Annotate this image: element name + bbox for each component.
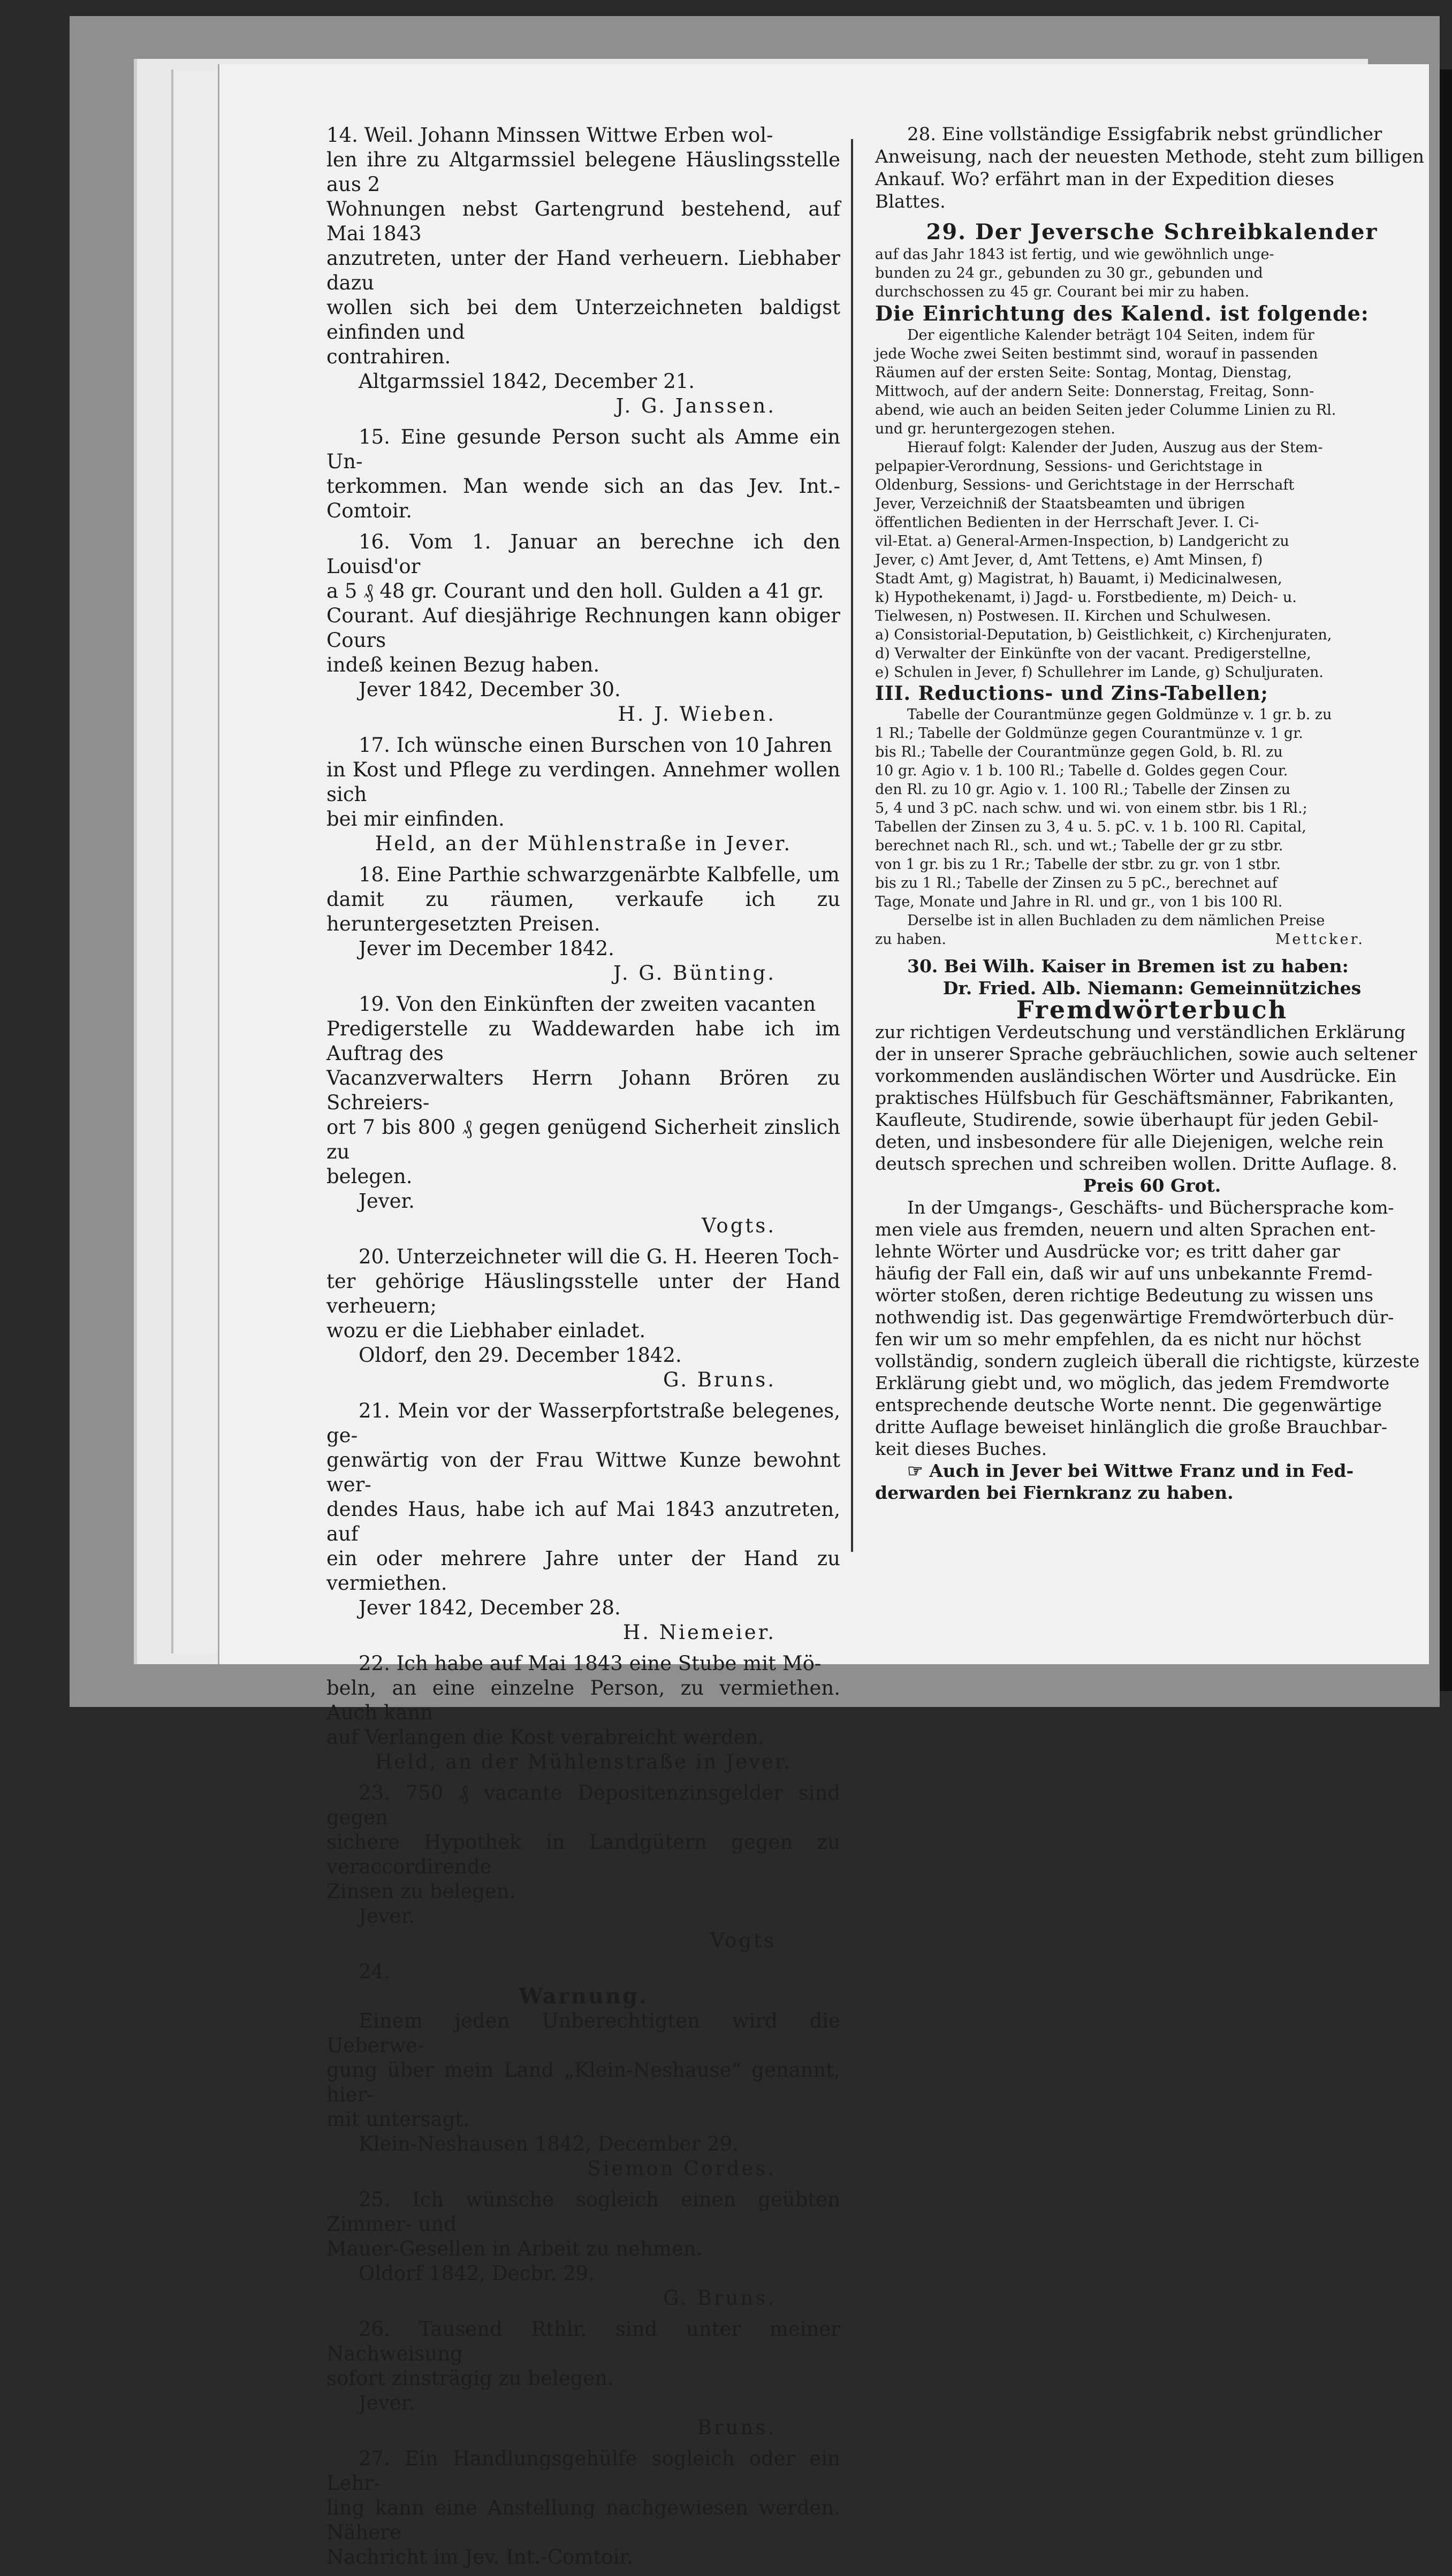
ad-line: pelpapier-Verordnung, Sessions- und Gerichtstage in — [875, 458, 1263, 475]
ad-signature: H. J. Wieben. — [618, 703, 776, 726]
ad-heading: Warnung. — [519, 1984, 648, 2009]
ad-line: bei mir einfinden. — [326, 807, 505, 830]
ad-signature: J. G. Janssen. — [615, 394, 776, 417]
ad-number: 24. — [359, 1960, 390, 1983]
ad-line: 16. Vom 1. Januar an berechne ich den Louisd'or — [326, 530, 840, 578]
newspaper-page — [219, 64, 1429, 2569]
ad-line: damit zu räumen, verkaufe ich zu heruntergesetzten Preisen. — [326, 888, 840, 935]
ad-23 — [326, 1781, 840, 1953]
ad-line: durchschossen zu 45 gr. Courant bei mir zu haben. — [875, 284, 1250, 300]
ad-line: vollständig, sondern zugleich überall die richtigste, kürzeste — [875, 1351, 1420, 1371]
ad-line: keit dieses Buches. — [875, 1438, 1047, 1459]
ad-line: 18. Eine Parthie schwarzgenärbte Kalbfelle, um — [359, 863, 840, 886]
ad-line: len ihre zu Altgarmssiel belegene Häuslingsstelle aus 2 — [326, 148, 840, 196]
ad-line: von 1 gr. bis zu 1 Rr.; Tabelle der stbr. zu gr. von 1 stbr. — [875, 856, 1281, 873]
ad-line: ling kann eine Anstellung nachgewiesen werden. Nähere — [326, 2496, 840, 2544]
ad-19 — [326, 992, 840, 1238]
ad-line: Predigerstelle zu Waddewarden habe ich im Auftrag des — [326, 1017, 840, 1065]
ad-line: 19. Von den Einkünften der zweiten vacanten — [359, 993, 816, 1016]
ad-line: Oldenburg, Sessions- und Gerichtstage in der Herrschaft — [875, 477, 1295, 493]
ad-line: bis zu 1 Rl.; Tabelle der Zinsen zu 5 pC., berechnet auf — [875, 875, 1278, 891]
ad-line: Blattes. — [875, 191, 946, 212]
ad-line: 10 gr. Agio v. 1 b. 100 Rl.; Tabelle d. Goldes gegen Cour. — [875, 763, 1288, 779]
ad-29 — [875, 219, 1429, 949]
right-column — [875, 123, 1429, 1510]
ad-signature: G. Bruns. — [663, 1368, 776, 1391]
ad-line: Derselbe ist in allen Buchladen zu dem nämlichen Preise — [907, 912, 1325, 929]
ad-line: fen wir um so mehr empfehlen, da es nicht nur höchst — [875, 1329, 1361, 1350]
ad-line: e) Schulen in Jever, f) Schullehrer im Lande, g) Schuljuraten. — [875, 664, 1324, 681]
ad-line: d) Verwalter der Einkünfte von der vacant. Predigerstellne, — [875, 645, 1311, 662]
ad-line: sofort zinsträgig zu belegen. — [326, 2367, 614, 2390]
ad-20 — [326, 1245, 840, 1392]
ad-line: beln, an eine einzelne Person, zu vermiethen. Auch kann — [326, 1676, 840, 1724]
ad-25 — [326, 2188, 840, 2311]
ad-line: Ankauf. Wo? erfährt man in der Expedition dieses — [875, 169, 1334, 190]
ad-line: 17. Ich wünsche einen Burschen von 10 Jahren — [359, 734, 832, 757]
ad-line: 23. 750 ₰ vacante Depositenzinsgelder sind gegen — [326, 1781, 840, 1829]
ad-line: Räumen auf der ersten Seite: Sontag, Montag, Dienstag, — [875, 364, 1292, 381]
ad-line: Erklärung giebt und, wo möglich, das jedem Fremdworte — [875, 1373, 1390, 1393]
ad-line: Tabelle der Courantmünze gegen Goldmünze v. 1 gr. b. zu — [907, 706, 1332, 723]
ad-line: Jever, Verzeichniß der Staatsbeamten und übrigen — [875, 496, 1245, 512]
ad-line: Der eigentliche Kalender beträgt 104 Seiten, indem für — [907, 327, 1314, 344]
page-edge-shadow — [1440, 70, 1452, 1691]
ad-signature: Bruns. — [697, 2416, 776, 2439]
ad-line: der in unserer Sprache gebräuchlichen, sowie auch seltener — [875, 1043, 1417, 1064]
ad-line: deutsch sprechen und schreiben wollen. Dritte Auflage. 8. — [875, 1153, 1397, 1174]
ad-place-date: Jever 1842, December 28. — [359, 1596, 621, 1619]
ad-line: nothwendig ist. Das gegenwärtige Fremdwörterbuch dür- — [875, 1307, 1394, 1328]
ad-line: anzutreten, unter der Hand verheuern. Liebhaber dazu — [326, 247, 840, 294]
ad-line: k) Hypothekenamt, i) Jagd- u. Forstbediente, m) Deich- u. — [875, 589, 1297, 606]
ad-line: Mittwoch, auf der andern Seite: Donnerstag, Freitag, Sonn- — [875, 383, 1314, 400]
book-title: Fremdwörterbuch — [1016, 995, 1288, 1024]
ad-line: entsprechende deutsche Worte nennt. Die gegenwärtige — [875, 1394, 1382, 1415]
ad-16 — [326, 530, 840, 727]
ad-place-date: Altgarmssiel 1842, December 21. — [359, 370, 695, 393]
ad-line: contrahiren. — [326, 345, 451, 368]
ad-line: auf Verlangen die Kost verabreicht werden. — [326, 1726, 765, 1749]
ad-14 — [326, 123, 840, 418]
ad-footer: derwarden bei Fiernkranz zu haben. — [875, 1482, 1234, 1503]
column-divider — [851, 139, 853, 1552]
ad-signature: G. Bruns. — [663, 2287, 776, 2310]
ad-place-date: Oldorf 1842, Decbr. 29. — [359, 2262, 595, 2285]
ad-place-date: Oldorf, den 29. December 1842. — [359, 1344, 682, 1367]
ad-line: terkommen. Man wende sich an das Jev. Int.-Comtoir. — [326, 475, 840, 522]
ad-line: wörter stoßen, deren richtige Bedeutung zu wissen uns — [875, 1285, 1374, 1306]
ad-line: abend, wie auch an beiden Seiten jeder Columme Linien zu Rl. — [875, 402, 1336, 418]
ad-line: mit untersagt. — [326, 2108, 470, 2131]
ad-line: 15. Eine gesunde Person sucht als Amme ein Un- — [326, 425, 840, 473]
ad-line: jede Woche zwei Seiten bestimmt sind, worauf in passenden — [875, 346, 1318, 362]
ad-line: dendes Haus, habe ich auf Mai 1843 anzutreten, auf — [326, 1498, 840, 1545]
ad-line: 30. Bei Wilh. Kaiser in Bremen ist zu haben: — [907, 956, 1349, 977]
ad-line: Jever, c) Amt Jever, d, Amt Tettens, e) Amt Minsen, f) — [875, 552, 1263, 568]
ad-line: 26. Tausend Rthlr. sind unter meiner Nachweisung — [326, 2318, 840, 2365]
ad-line: vil-Etat. a) General-Armen-Inspection, b) Landgericht zu — [875, 533, 1289, 550]
ad-line: Courant. Auf diesjährige Rechnungen kann obiger Cours — [326, 604, 840, 652]
ad-28 — [875, 123, 1429, 213]
ad-line: 22. Ich habe auf Mai 1843 eine Stube mit Mö- — [359, 1652, 822, 1675]
ad-signature: Vogts. — [702, 1214, 776, 1237]
ad-line: belegen. — [326, 1165, 413, 1188]
ad-line: bis Rl.; Tabelle der Courantmünze gegen Gold, b. Rl. zu — [875, 744, 1283, 760]
ad-line: ein oder mehrere Jahre unter der Hand zu vermiethen. — [326, 1547, 840, 1595]
ad-line: Tielwesen, n) Postwesen. II. Kirchen und Schulwesen. — [875, 608, 1271, 624]
ad-line: a 5 ₰ 48 gr. Courant und den holl. Gulden a 41 gr. — [326, 580, 824, 603]
ad-line: 1 Rl.; Tabelle der Goldmünze gegen Courantmünze v. 1 gr. — [875, 725, 1303, 742]
ad-line: 5, 4 und 3 pC. nach schw. und wi. von einem stbr. bis 1 Rl.; — [875, 800, 1307, 817]
ad-line: dritte Auflage beweiset hinlänglich die große Brauchbar- — [875, 1416, 1388, 1437]
ad-line: indeß keinen Bezug haben. — [326, 653, 600, 676]
ad-signature: Siemon Cordes. — [587, 2157, 776, 2180]
ad-line: lehnte Wörter und Ausdrücke vor; es tritt daher gar — [875, 1241, 1340, 1262]
ad-place-date: Jever im December 1842. — [359, 937, 614, 960]
ad-30 — [875, 955, 1429, 1504]
ad-place-date: Jever 1842, December 30. — [359, 678, 621, 701]
ad-line: Mauer-Gesellen in Arbeit zu nehmen. — [326, 2237, 703, 2260]
ad-line: genwärtig von der Frau Wittwe Kunze bewohnt wer- — [326, 1449, 840, 1496]
ad-line: Vacanzverwalters Herrn Johann Brören zu Schreiers- — [326, 1066, 840, 1114]
ad-line: men viele aus fremden, neuern und alten Sprachen ent- — [875, 1219, 1376, 1240]
ad-line: sichere Hypothek in Landgütern gegen zu veraccordirende — [326, 1831, 840, 1878]
ad-line: praktisches Hülfsbuch für Geschäftsmänner, Fabrikanten, — [875, 1087, 1395, 1108]
ad-line: in Kost und Pflege zu verdingen. Annehmer wollen sich — [326, 758, 840, 806]
ad-line: den Rl. zu 10 gr. Agio v. 1. 100 Rl.; Tabelle der Zinsen zu — [875, 781, 1291, 798]
ad-signature: Held, an der Mühlenstraße in Jever. — [375, 1750, 792, 1773]
ad-line: Kaufleute, Studirende, sowie überhaupt für jeden Gebil- — [875, 1109, 1379, 1130]
ad-line: ter gehörige Häuslingsstelle unter der Hand verheuern; — [326, 1270, 840, 1317]
ad-line: häufig der Fall ein, daß wir auf uns unbekannte Fremd- — [875, 1263, 1373, 1284]
ad-signature: H. Niemeier. — [623, 1621, 776, 1644]
ad-15 — [326, 425, 840, 523]
ad-subheading: III. Reductions- und Zins-Tabellen; — [875, 682, 1268, 705]
ad-line: 20. Unterzeichneter will die G. H. Heeren Toch- — [359, 1245, 839, 1268]
ad-line: berechnet nach Rl., sch. und wt.; Tabelle der gr zu stbr. — [875, 837, 1283, 854]
ad-line: Tage, Monate und Jahre in Rl. und gr., von 1 bis 100 Rl. — [875, 894, 1283, 910]
ad-line: In der Umgangs-, Geschäfts- und Büchersprache kom- — [907, 1197, 1394, 1218]
ad-footer: ☞ Auch in Jever bei Wittwe Franz und in Fed- — [907, 1460, 1354, 1481]
ad-line: 25. Ich wünsche sogleich einen geübten Zimmer- und — [326, 2188, 840, 2236]
ad-26 — [326, 2317, 840, 2440]
ad-signature: J. G. Bünting. — [613, 962, 776, 985]
ad-signature: Held, an der Mühlenstraße in Jever. — [375, 832, 792, 855]
ad-line: bunden zu 24 gr., gebunden zu 30 gr., gebunden und — [875, 265, 1263, 281]
ad-line: wozu er die Liebhaber einladet. — [326, 1319, 646, 1342]
ad-place-date: Jever. — [359, 1904, 415, 1927]
ad-line: zu haben. — [875, 931, 946, 948]
ad-line: Nachricht im Jev. Int.-Comtoir. — [326, 2545, 633, 2569]
ad-line: 14. Weil. Johann Minssen Wittwe Erben wol- — [326, 124, 773, 147]
ad-line: a) Consistorial-Deputation, b) Geistlichkeit, c) Kirchenjuraten, — [875, 627, 1332, 643]
ad-signature: Mettcker. — [1275, 931, 1365, 948]
ad-subheading: Die Einrichtung des Kalend. ist folgende: — [875, 301, 1369, 325]
ad-line: Wohnungen nebst Gartengrund bestehend, auf Mai 1843 — [326, 197, 840, 245]
ad-line: Stadt Amt, g) Magistrat, h) Bauamt, i) Medicinalwesen, — [875, 570, 1282, 587]
ad-line: Hierauf folgt: Kalender der Juden, Auszug aus der Stem- — [907, 439, 1323, 456]
ad-line: zur richtigen Verdeutschung und verständlichen Erklärung — [875, 1022, 1406, 1042]
ad-22 — [326, 1651, 840, 1774]
ad-place-date: Klein-Neshausen 1842, December 29. — [359, 2132, 739, 2155]
ad-line: Dr. Fried. Alb. Niemann: Gemeinnütziches — [942, 978, 1362, 999]
ad-line: deten, und insbesondere für alle Diejenigen, welche rein — [875, 1131, 1384, 1152]
ad-place-date: Jever. — [359, 1190, 415, 1213]
ad-21 — [326, 1399, 840, 1645]
ad-line: Tabellen der Zinsen zu 3, 4 u. 5. pC. v. 1 b. 100 Rl. Capital, — [875, 819, 1306, 835]
ad-line: ort 7 bis 800 ₰ gegen genügend Sicherheit zinslich zu — [326, 1116, 840, 1163]
ad-18 — [326, 863, 840, 986]
ad-line: wollen sich bei dem Unterzeichneten baldigst einfinden und — [326, 296, 840, 344]
ad-heading: 29. Der Jeversche Schreibkalender — [926, 219, 1378, 245]
ad-line: auf das Jahr 1843 ist fertig, und wie gewöhnlich unge- — [875, 246, 1274, 263]
ad-place-date: Jever. — [359, 2391, 415, 2414]
book-price: Preis 60 Grot. — [1083, 1175, 1221, 1196]
ad-17 — [326, 733, 840, 856]
ad-line: Zinsen zu belegen. — [326, 1880, 516, 1903]
ad-line: Anweisung, nach der neuesten Methode, steht zum billigen — [875, 146, 1424, 167]
ad-line: öffentlichen Bedienten in der Herrschaft Jever. I. Ci- — [875, 514, 1259, 531]
ad-line: vorkommenden ausländischen Wörter und Ausdrücke. Ein — [875, 1065, 1397, 1086]
ad-signature: Vogts — [710, 1929, 776, 1952]
ad-line: 27. Ein Handlungsgehülfe sogleich oder ein Lehr- — [326, 2447, 840, 2495]
ad-line: und gr. heruntergezogen stehen. — [875, 421, 1115, 437]
ad-line: Einem jeden Unberechtigten wird die Ueberwe- — [326, 2009, 840, 2057]
ad-line: gung über mein Land „Klein-Neshause“ genannt, hier- — [326, 2059, 840, 2106]
ad-24 — [326, 1960, 840, 2181]
ad-line: 21. Mein vor der Wasserpfortstraße belegenes, ge- — [326, 1399, 840, 1447]
ad-27 — [326, 2447, 840, 2570]
left-column — [326, 123, 840, 2576]
ad-line: 28. Eine vollständige Essigfabrik nebst gründlicher — [907, 124, 1382, 145]
